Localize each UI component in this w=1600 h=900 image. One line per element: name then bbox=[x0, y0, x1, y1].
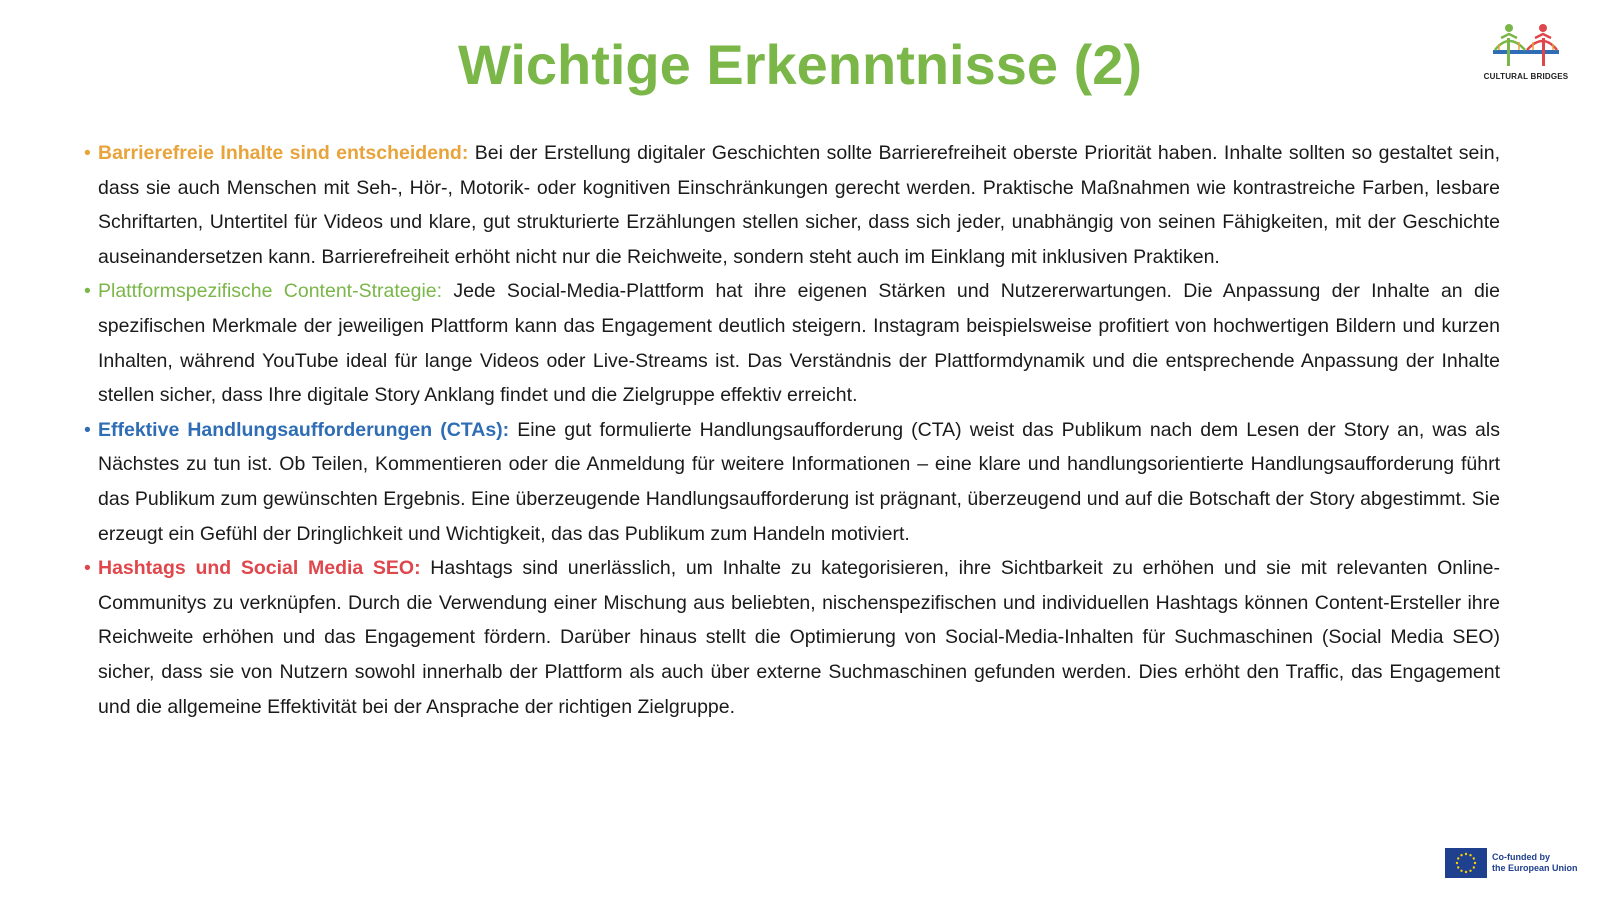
eu-star-icon bbox=[1469, 854, 1471, 856]
bullet-text: Eine gut formulierte Handlungsaufforderung (CTA) weist das Publikum nach dem Lesen der Story an, was als Nächstes zu tun ist. Ob Teilen, Kommentieren oder die Anmeldung für weitere Informationen – eine klare und handlungsorientierte Handlungsaufforderung führt das Publikum zum gewünschten Ergebnis. Eine überzeugende Handlungsaufforderung ist prägnant, überzeugend und auf die Botschaft der Story abgestimmt. Sie erzeugt ein Gefühl der Dringlichkeit und Wichtigkeit, das das Publikum zum Handeln motiviert. bbox=[98, 418, 1500, 545]
eu-text-line2: the European Union bbox=[1492, 863, 1578, 873]
bullet-label: Hashtags und Social Media SEO bbox=[98, 557, 415, 580]
eu-star-icon bbox=[1469, 870, 1471, 872]
bullet-text: Hashtags sind unerlässlich, um Inhalte zu kategorisieren, ihre Sichtbarkeit zu erhöhen und sie mit relevanten Online-Communitys zu verknüpfen. Durch die Verwendung einer Mischung aus beliebten, nischenspezifischen und individuellen Hashtags können Content-Ersteller ihre Reichweite erhöhen und das Engagement fördern. Darüber hinaus stellt die Optimierung von Social-Media-Inhalten für Suchmaschinen (Social Media SEO) sicher, dass sie von Nutzern sowohl innerhalb der Plattform als auch über externe Suchmaschinen gefunden werden. Dies erhöht den Traffic, das Engagement und die allgemeine Effektivität bei der Ansprache der richtigen Zielgruppe. bbox=[98, 557, 1500, 718]
bullet-dot: • bbox=[84, 418, 91, 441]
bullet-label: Barrierefreie Inhalte sind entscheidend bbox=[98, 142, 462, 164]
eu-star-icon bbox=[1457, 866, 1459, 868]
bridge-people-icon bbox=[1491, 20, 1561, 70]
eu-star-icon bbox=[1460, 870, 1462, 872]
eu-star-icon bbox=[1456, 862, 1458, 864]
bullet-separator: : bbox=[436, 280, 443, 303]
eu-cofunded-logo bbox=[1445, 847, 1595, 879]
logo-text: CULTURAL BRIDGES bbox=[1483, 72, 1569, 81]
bullet-separator: : bbox=[502, 418, 510, 441]
eu-flag-icon bbox=[1445, 848, 1487, 878]
bullet-text: Jede Social-Media-Plattform hat ihre eigenen Stärken und Nutzererwartungen. Die Anpassung der Inhalte an die spezifischen Merkmale der jeweiligen Plattform kann das Engagement deutlich steigern. Instagram beispielsweise profitiert von hochwertigen Bildern und kurzen Inhalten, während YouTube ideal für lange Videos oder Live-Streams ist. Das Verständnis der Plattformdynamik und die entsprechende Anpassung der Inhalte stellen sicher, dass Ihre digitale Story Anklang findet und die Zielgruppe effektiv erreicht. bbox=[98, 280, 1500, 407]
slide-title: Wichtige Erkenntnisse (2) bbox=[457, 33, 1143, 96]
bullet-dot: • bbox=[84, 142, 91, 164]
eu-star-icon bbox=[1465, 871, 1467, 873]
bullet-dot: • bbox=[84, 557, 91, 580]
eu-star-icon bbox=[1460, 854, 1462, 856]
cultural-bridges-logo bbox=[1476, 20, 1576, 100]
bullet-item bbox=[84, 136, 1500, 274]
bullet-list bbox=[84, 136, 1500, 724]
bullet-label: Plattformspezifische Content-Strategie bbox=[98, 280, 437, 303]
eu-text-line1: Co-funded by bbox=[1492, 852, 1550, 862]
bullet-item bbox=[84, 274, 1500, 412]
bullet-label: Effektive Handlungsaufforderungen (CTAs) bbox=[98, 418, 503, 441]
bullet-separator: : bbox=[461, 142, 469, 164]
bullet-item bbox=[84, 551, 1500, 724]
eu-star-icon bbox=[1465, 853, 1467, 855]
bullet-text: Bei der Erstellung digitaler Geschichten sollte Barrierefreiheit oberste Priorität haben. Inhalte sollten so gestaltet sein, dass sie auch Menschen mit Seh-, Hör-, Motorik- oder kognitiven Einschränkungen gerecht werden. Praktische Maßnahmen wie kontrastreiche Farben, lesbare Schriftarten, Untertitel für Videos und klare, gut strukturierte Erzählungen stellen sicher, dass sich jeder, unabhängig von seinen Fähigkeiten, mit der Geschichte auseinandersetzen kann. Barrierefreiheit erhöht nicht nur die Reichweite, sondern steht auch im Einklang mit inklusiven Praktiken. bbox=[98, 142, 1500, 268]
bullet-separator: : bbox=[414, 557, 421, 580]
eu-star-icon bbox=[1473, 866, 1475, 868]
bullet-dot: • bbox=[84, 280, 91, 303]
eu-star-icon bbox=[1473, 857, 1475, 859]
eu-star-icon bbox=[1457, 857, 1459, 859]
bullet-item bbox=[84, 413, 1500, 551]
eu-star-icon bbox=[1474, 862, 1476, 864]
